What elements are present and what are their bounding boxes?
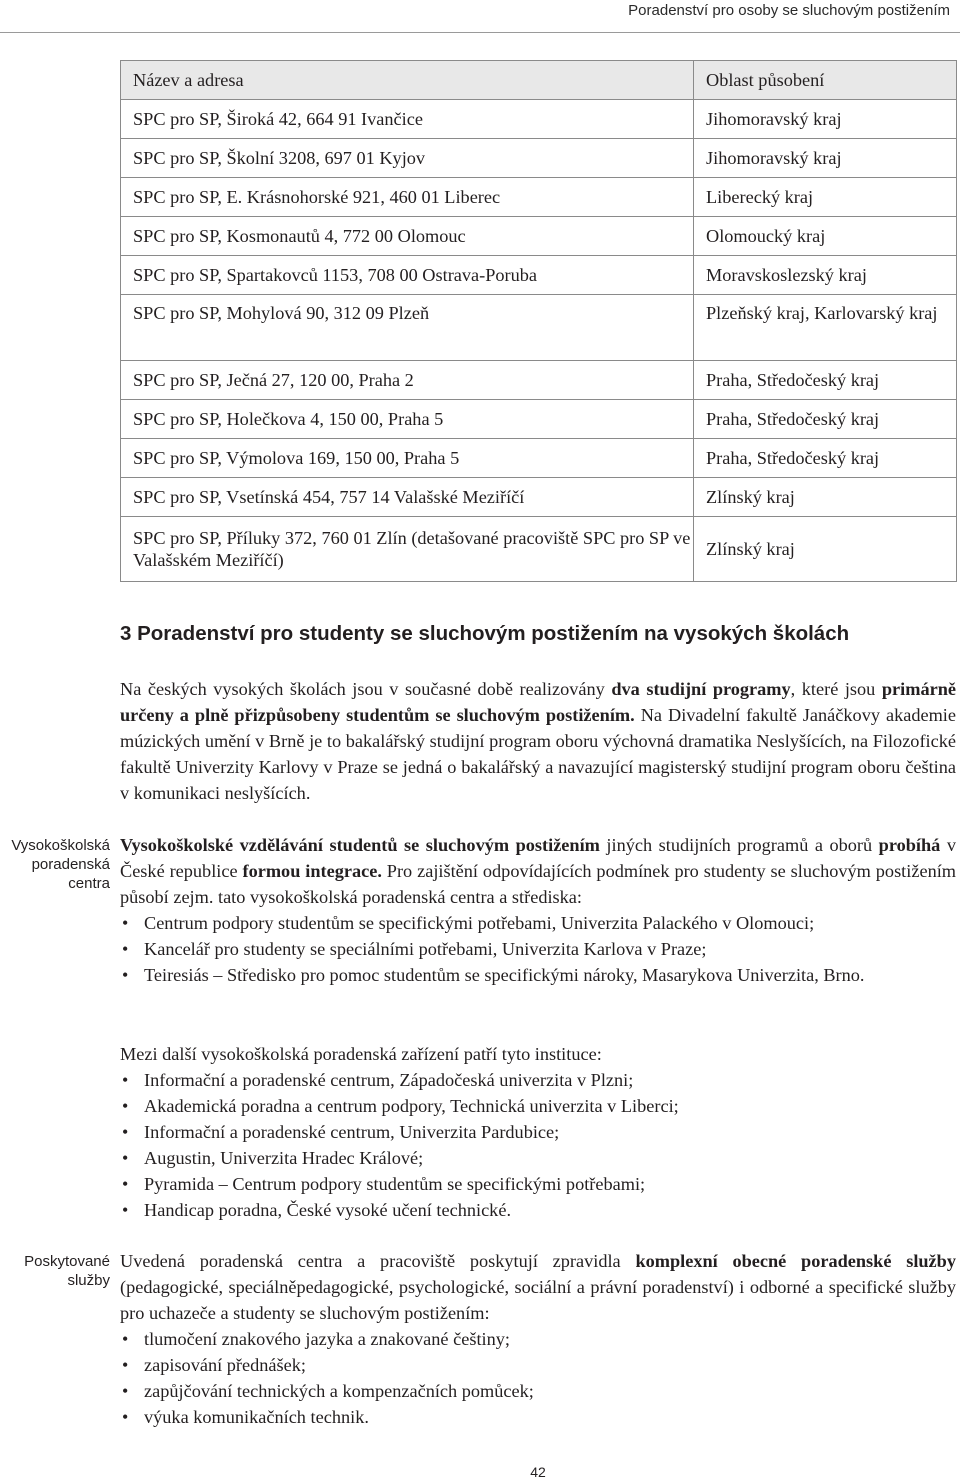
services-text: Uvedená poradenská centra a pracoviště poskytují zpravidla	[120, 1251, 636, 1271]
centers-text: Pro zajištění odpovídajících podmínek pro studenty se sluchovým postižením působí zejm. tato vysokoškolská poradenská centra a střediska:	[120, 861, 957, 907]
page-number: 42	[530, 1464, 546, 1480]
list-item: • výuka komunikačních technik.	[120, 1404, 956, 1430]
list-item: • Kancelář pro studenty se speciálními potřebami, Univerzita Karlova v Praze;	[120, 936, 956, 962]
cell-region: Liberecký kraj	[694, 178, 957, 217]
table-row	[121, 361, 957, 400]
table-header-row	[121, 61, 957, 100]
list-item: • Handicap poradna, České vysoké učení technické.	[120, 1197, 956, 1223]
services-text: (pedagogické, speciálněpedagogické, psychologické, sociální a právní poradenství) i odborné a specifické služby pro uchazeče a studenty se sluchovým postižením:	[120, 1277, 956, 1323]
cell-region: Praha, Středočeský kraj	[694, 361, 957, 400]
intro-bold: primárně určeny a plně přizpůsobeny studentům se sluchovým postižením.	[120, 679, 956, 725]
cell-region: Zlínský kraj	[694, 517, 957, 582]
list-item: • Pyramida – Centrum podpory studentům se specifickými potřebami;	[120, 1171, 956, 1197]
table-row	[121, 256, 957, 295]
table-row	[121, 139, 957, 178]
cell-region: Olomoucký kraj	[694, 217, 957, 256]
cell-region: Praha, Středočeský kraj	[694, 400, 957, 439]
services-bold: komplexní obecné poradenské služby	[635, 1251, 956, 1271]
intro-bold: dva studijní programy	[611, 679, 791, 699]
centers-text: jiných studijních programů a oborů	[599, 835, 879, 855]
table-row	[121, 517, 957, 582]
table-row	[121, 400, 957, 439]
header-name: Název a adresa	[121, 61, 694, 100]
list-item: • Informační a poradenské centrum, Univerzita Pardubice;	[120, 1119, 956, 1145]
other-institutions	[120, 1041, 956, 1223]
cell-region: Jihomoravský kraj	[694, 139, 957, 178]
intro-text: Na Divadelní fakultě Janáčkovy akademie múzických umění v Brně je to bakalářský studijní program oboru výchovná dramatika Neslyšících, na Filozofické fakultě Univerzity Karlovy v Praze se jedná o bakalářský a navazující magisterský studijní program oboru čeština v komunikaci neslyšících.	[120, 705, 956, 803]
services-list	[120, 1326, 956, 1430]
cell-name: SPC pro SP, Kosmonautů 4, 772 00 Olomouc	[121, 217, 694, 256]
cell-name: SPC pro SP, E. Krásnohorské 921, 460 01 Liberec	[121, 178, 694, 217]
centers-bold: probíhá	[878, 835, 941, 855]
centers-list	[120, 910, 956, 988]
centers-bold: formou integrace.	[242, 861, 382, 881]
cell-name: SPC pro SP, Příluky 372, 760 01 Zlín (detašované pracoviště SPC pro SP ve Valašském Meziříčí)	[121, 517, 694, 582]
header-region: Oblast působení	[694, 61, 957, 100]
list-item: • zapůjčování technických a kompenzačních pomůcek;	[120, 1378, 956, 1404]
margin-note-services: Poskytované služby	[24, 1253, 110, 1289]
header-rule	[0, 32, 960, 33]
table-row	[121, 178, 957, 217]
cell-name: SPC pro SP, Holečkova 4, 150 00, Praha 5	[121, 400, 694, 439]
intro-text: Na českých vysokých školách jsou v současné době realizovány	[120, 679, 612, 699]
intro-text: , které jsou	[790, 679, 882, 699]
margin-note-centers: Vysokoškolská poradenská centra	[11, 837, 110, 892]
table-row	[121, 439, 957, 478]
table-row	[121, 217, 957, 256]
centers-paragraph	[120, 832, 956, 988]
table-row	[121, 478, 957, 517]
cell-region: Praha, Středočeský kraj	[694, 439, 957, 478]
list-item: • zapisování přednášek;	[120, 1352, 956, 1378]
cell-name: SPC pro SP, Školní 3208, 697 01 Kyjov	[121, 139, 694, 178]
cell-name: SPC pro SP, Spartakovců 1153, 708 00 Ostrava-Poruba	[121, 256, 694, 295]
services-paragraph	[120, 1248, 956, 1430]
centers-text: v České republice	[120, 835, 956, 881]
cell-name: SPC pro SP, Výmolova 169, 150 00, Praha 5	[121, 439, 694, 478]
table-row	[121, 295, 957, 361]
list-item: • Informační a poradenské centrum, Západočeská univerzita v Plzni;	[120, 1067, 956, 1093]
centers-bold: Vysokoškolské vzdělávání studentů se sluchovým postižením	[120, 835, 600, 855]
intro-paragraph	[120, 676, 956, 806]
section-heading: 3 Poradenství pro studenty se sluchovým postižením na vysokých školách	[120, 622, 850, 645]
list-item: • Akademická poradna a centrum podpory, Technická univerzita v Liberci;	[120, 1093, 956, 1119]
list-item: • Centrum podpory studentům se specifickými potřebami, Univerzita Palackého v Olomouci;	[120, 910, 956, 936]
running-header: Poradenství pro osoby se sluchovým postižením	[628, 2, 950, 19]
list-item: • Teiresiás – Středisko pro pomoc studentům se specifickými nároky, Masarykova Univerzita, Brno.	[120, 962, 956, 988]
cell-name: SPC pro SP, Široká 42, 664 91 Ivančice	[121, 100, 694, 139]
list-item: • Augustin, Univerzita Hradec Králové;	[120, 1145, 956, 1171]
cell-region: Plzeňský kraj, Karlovarský kraj	[694, 295, 957, 361]
table-row	[121, 100, 957, 139]
other-list	[120, 1067, 956, 1223]
list-item: • tlumočení znakového jazyka a znakované češtiny;	[120, 1326, 956, 1352]
cell-region: Zlínský kraj	[694, 478, 957, 517]
cell-name: SPC pro SP, Ječná 27, 120 00, Praha 2	[121, 361, 694, 400]
cell-name: SPC pro SP, Vsetínská 454, 757 14 Valašské Meziříčí	[121, 478, 694, 517]
cell-region: Moravskoslezský kraj	[694, 256, 957, 295]
cell-name: SPC pro SP, Mohylová 90, 312 09 Plzeň	[121, 295, 694, 361]
other-intro: Mezi další vysokoškolská poradenská zařízení patří tyto instituce:	[120, 1044, 602, 1064]
spc-table	[120, 60, 957, 582]
cell-region: Jihomoravský kraj	[694, 100, 957, 139]
